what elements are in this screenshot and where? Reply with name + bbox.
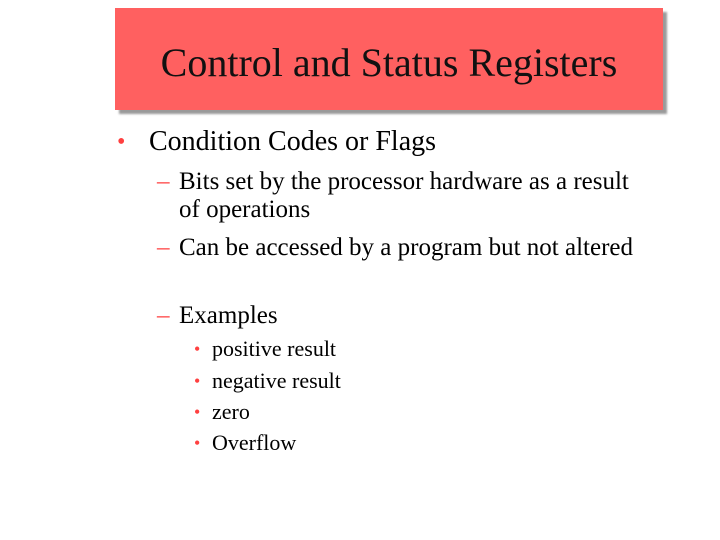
example-item xyxy=(194,336,336,362)
bullet-icon: • xyxy=(117,129,126,155)
example-text: negative result xyxy=(212,368,341,393)
sub-bullet xyxy=(157,234,639,262)
bullet-icon: • xyxy=(194,433,201,453)
bullet-icon: • xyxy=(194,371,201,391)
sub-bullet-text: Examples xyxy=(179,302,278,329)
slide-title: Control and Status Registers xyxy=(160,40,618,85)
example-item xyxy=(194,430,296,456)
bullet-icon: • xyxy=(194,339,201,359)
example-item xyxy=(194,399,250,425)
dash-icon: – xyxy=(157,168,170,195)
example-text: Overflow xyxy=(212,430,297,455)
main-bullet-text: Condition Codes or Flags xyxy=(149,126,437,157)
example-item xyxy=(194,368,341,394)
dash-icon: – xyxy=(157,302,170,329)
sub-bullet xyxy=(157,302,639,330)
title-banner xyxy=(115,8,663,110)
bullet-icon: • xyxy=(194,402,201,422)
dash-icon: – xyxy=(157,234,170,261)
main-bullet xyxy=(117,126,436,158)
sub-bullet-text: Can be accessed by a program but not altered xyxy=(179,234,633,261)
sub-bullet-text: Bits set by the processor hardware as a result of operations xyxy=(179,168,629,223)
sub-bullet xyxy=(157,168,639,224)
example-text: positive result xyxy=(212,336,337,361)
example-text: zero xyxy=(212,399,250,424)
